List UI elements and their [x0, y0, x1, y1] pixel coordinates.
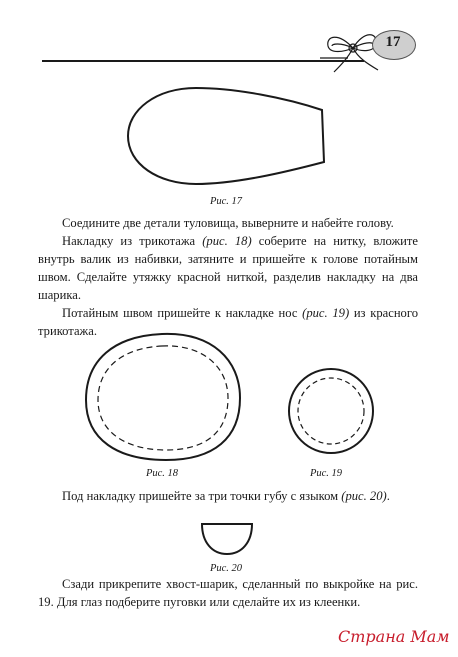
paragraph-5 — [38, 575, 418, 611]
paragraph-3-figure-ref: (рис. 19) — [302, 306, 350, 320]
paragraph-3-text-a: Потайным швом пришейте к накладке нос — [62, 306, 303, 320]
figure-17-caption: Рис. 17 — [209, 196, 243, 207]
paragraph-4-text-a: Под накладку пришейте за три точки губу с языком — [62, 489, 342, 503]
figure-18-caption: Рис. 18 — [145, 468, 179, 479]
paragraph-4 — [38, 487, 418, 505]
paragraph-4-text-b: . — [386, 489, 390, 503]
header-rule — [42, 60, 364, 62]
figure-19-caption: Рис. 19 — [309, 468, 343, 479]
site-watermark: Страна Мам — [338, 627, 450, 646]
paragraph-2-text-b: соберите на нитку, вложите внутрь валик из набивки, затяните и пришейте к голове потайным швом. Сделайте утяжку красной ниткой, разделив накладку на два шарика. — [38, 234, 418, 302]
paragraph-4-figure-ref: (рис. 20) — [341, 489, 387, 503]
figure-20-lip-pattern — [198, 518, 256, 558]
page-number: 17 — [385, 34, 401, 50]
paragraph-2 — [38, 232, 418, 304]
figure-19-nose-pattern — [286, 366, 376, 456]
paragraph-1-text: Соедините две детали туловища, выверните и набейте голову. — [62, 216, 394, 230]
figure-17-body-pattern — [116, 84, 332, 190]
paragraph-1 — [38, 214, 418, 232]
figure-20-caption: Рис. 20 — [209, 563, 243, 574]
paragraph-2-text-a: Накладку из трикотажа — [62, 234, 203, 248]
paragraph-3-text-b: из красного трикотажа. — [38, 306, 418, 338]
paragraph-2-figure-ref: (рис. 18) — [202, 234, 252, 248]
figure-18-patch-pattern — [82, 330, 246, 464]
paragraph-5-text: Сзади прикрепите хвост-шарик, сделанный по выкройке на рис. 19. Для глаз подберите пуговки или сделайте их из клеенки. — [38, 577, 418, 609]
